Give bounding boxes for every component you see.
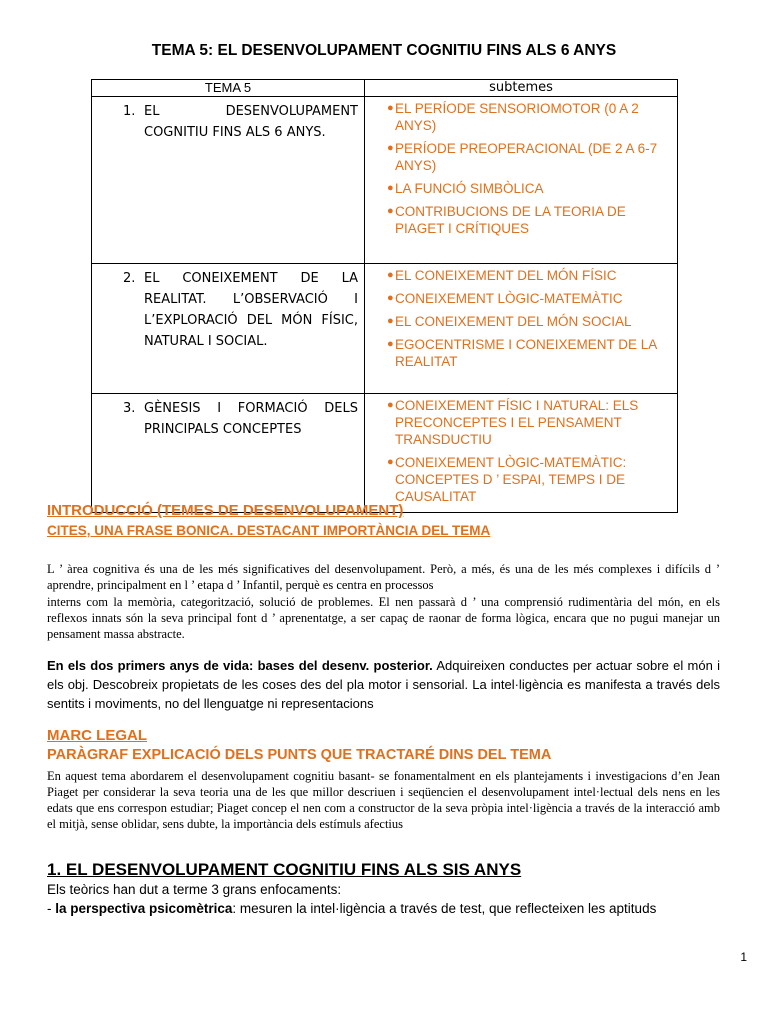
bullet-icon: ● <box>387 205 394 217</box>
section1-heading: 1. EL DESENVOLUPAMENT COGNITIU FINS ALS SIS ANYS <box>47 860 522 879</box>
intro-paragraph-2-rest: Adquireixen conductes per actuar sobre el món i els obj. Descobreix propietats de les coses des del pla motor i sensorial. La intel·ligència es manifesta a través dels sentits i moviments, no del llenguatge ni representacions <box>47 658 720 711</box>
section1-line2-rest: : mesuren la intel·ligència a través de test, que reflecteixen les aptituds <box>232 901 657 916</box>
topic-number: 2. <box>123 271 136 286</box>
table-row <box>92 264 678 394</box>
list-item: ● CONTRIBUCIONS DE LA TEORIA DE PIAGET I CRÍTIQUES <box>387 204 626 236</box>
section1-line2-bold: la perspectiva psicomètrica <box>55 901 233 916</box>
intro-paragraph-1b: interns com la memòria, categorització, solució de problemes. El nen passarà d ’ una comprensió rudimentària del món, en els reflexos innats són la seva principal font d ’ aprenentatge, a ser capaç de raonar de forma lògica, encara que no pugui manejar un pensament massa abstracte. <box>47 595 720 641</box>
table-row <box>92 97 678 264</box>
bullet-icon: ● <box>387 456 394 468</box>
intro-subheading: CITES, UNA FRASE BONICA. DESTACANT IMPORTÀNCIA DEL TEMA <box>47 523 491 538</box>
intro-paragraph-2-bold: En els dos primers anys de vida: bases del desenv. posterior. <box>47 658 433 673</box>
bullet-icon: ● <box>387 182 394 194</box>
list-item: ● CONEIXEMENT LÒGIC-MATEMÀTIC <box>387 291 623 306</box>
list-item: ● EGOCENTRISME I CONEIXEMENT DE LA REALITAT <box>387 337 657 369</box>
table-row <box>92 394 678 513</box>
topic-number: 3. <box>123 401 136 416</box>
subtopics-cell <box>365 97 678 264</box>
intro-paragraph-2 <box>47 656 720 713</box>
section1-line2: - la perspectiva psicomètrica: mesuren la intel·ligència a través de test, que reflecteixen les aptituds <box>47 901 657 916</box>
legal-subheading: PARÀGRAF EXPLICACIÓ DELS PUNTS QUE TRACTARÉ DINS DEL TEMA <box>47 747 552 763</box>
header-topic: TEMA 5 <box>92 80 365 97</box>
list-item: ● EL CONEIXEMENT DEL MÓN SOCIAL <box>387 314 632 329</box>
section1-line1: Els teòrics han dut a terme 3 grans enfocaments: <box>47 882 342 897</box>
topic-number: 1. <box>123 104 136 119</box>
topics-table <box>91 79 678 513</box>
topic-text: EL DESENVOLUPAMENT COGNITIU FINS ALS 6 ANYS. <box>144 104 358 140</box>
bullet-icon: ● <box>387 338 394 350</box>
bullet-icon: ● <box>387 102 394 114</box>
legal-paragraph: En aquest tema abordarem el desenvolupament cognitiu basant- se fonamentalment en els plantejaments i investigacions d’en Jean Piaget per considerar la seva teoria una de les que millor descriuen i seqüencien el desenvolupament intel·lectual dels nens en les edats que ens correspon estudiar; Piaget concep el nen com a constructor de la seva pròpia intel·ligència a través de la interacció amb el mitjà, sense oblidar, sens dubte, la importància dels estímuls afectius <box>47 769 720 831</box>
topic-cell <box>92 264 365 394</box>
header-subtopics: subtemes <box>365 80 678 97</box>
subtopics-cell <box>365 394 678 513</box>
list-item: ● EL CONEIXEMENT DEL MÓN FÍSIC <box>387 268 617 283</box>
legal-heading: MARC LEGAL <box>47 727 147 744</box>
list-item: ● EL PERÍODE SENSORIOMOTOR (0 A 2 ANYS) <box>387 101 639 133</box>
list-item: ● LA FUNCIÓ SIMBÒLICA <box>387 181 544 196</box>
list-item: ● CONEIXEMENT LÒGIC-MATEMÀTIC: CONCEPTES D ’ ESPAI, TEMPS I DE CAUSALITAT <box>387 455 627 504</box>
topic-cell <box>92 97 365 264</box>
subtopics-cell <box>365 264 678 394</box>
list-item: ● PERÍODE PREOPERACIONAL (DE 2 A 6-7 ANYS) <box>387 141 658 173</box>
list-item: ● CONEIXEMENT FÍSIC I NATURAL: ELS PRECONCEPTES I EL PENSAMENT TRANSDUCTIU <box>387 398 639 447</box>
bullet-icon: ● <box>387 142 394 154</box>
page-title: TEMA 5: EL DESENVOLUPAMENT COGNITIU FINS ALS 6 ANYS <box>151 42 617 59</box>
topic-cell <box>92 394 365 513</box>
topic-text: GÈNESIS I FORMACIÓ DELS PRINCIPALS CONCEPTES <box>144 401 358 437</box>
intro-heading: INTRODUCCIÓ (TEMES DE DESENVOLUPAMENT) <box>47 502 404 519</box>
bullet-icon: ● <box>387 315 394 327</box>
page-number: 1 <box>740 950 747 964</box>
topic-text: EL CONEIXEMENT DE LA REALITAT. L’OBSERVACIÓ I L’EXPLORACIÓ DEL MÓN FÍSIC, NATURAL I SOCIAL. <box>144 271 358 349</box>
table-header-row <box>92 80 678 97</box>
bullet-icon: ● <box>387 269 394 281</box>
intro-paragraph-1a: L ’ àrea cognitiva és una de les més significatives del desenvolupament. Però, a més, és una de les més complexes i difícils d ’ aprendre, principalment en l ’ etapa d ’ Infantil, perquè es centra en processos <box>47 562 720 592</box>
bullet-icon: ● <box>387 399 394 411</box>
bullet-icon: ● <box>387 292 394 304</box>
